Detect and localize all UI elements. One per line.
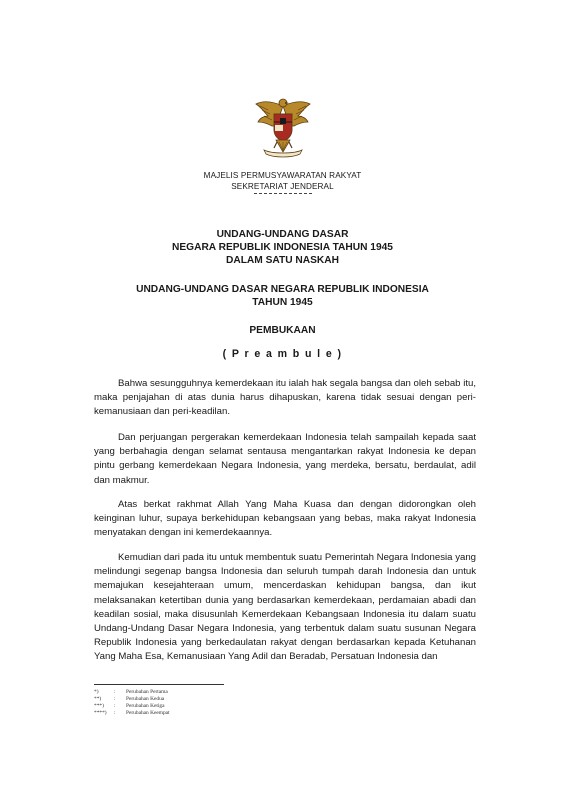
title-line-3: DALAM SATU NASKAH [226,255,339,266]
paragraph-4 [94,551,476,665]
footnote-mark: ***) [94,703,104,709]
title-line-1: UNDANG-UNDANG DASAR [216,229,349,240]
preamble-heading: ( P r e a m b u l e ) [222,348,343,360]
footnote-item [94,689,170,696]
paragraph-text: Atas berkat rakhmat Allah Yang Maha Kuasa dan dengan didorongkan oleh keinginan luhur, supaya berkehidupan kebangsaan yang bebas, maka rakyat Indonesia menyatakan dengan ini kemerdekaannya. [94,499,476,539]
footnote-item [94,696,170,703]
footnote-text: Perubahan Kedua [126,696,165,702]
footnote-mark: ****) [94,710,107,716]
footnote-item [94,710,170,717]
footnote-item [94,703,170,710]
secretariat-name: SEKRETARIAT JENDERAL [231,182,334,191]
subtitle-line-2: TAHUN 1945 [252,297,313,308]
garuda-emblem-icon [254,96,312,158]
paragraph-text: Dan perjuangan pergerakan kemerdekaan Indonesia telah sampailah kepada saat yang berbahagia dengan selamat sentausa mengantarkan rakyat Indonesia ke depan pintu gerbang kemerdekaan Negara Indonesia, yang merdeka, bersatu, berdaulat, adil dan makmur. [94,432,476,486]
footnote-separator: : [114,689,116,695]
footnote-text: Perubahan Ketiga [126,703,165,709]
footnote-separator: : [114,696,116,702]
paragraph-3 [94,498,476,541]
document-title [0,228,565,267]
paragraph-1 [94,377,476,420]
title-line-2: NEGARA REPUBLIK INDONESIA TAHUN 1945 [172,242,393,253]
footnote-divider [94,684,224,685]
paragraph-text: Kemudian dari pada itu untuk membentuk suatu Pemerintah Negara Indonesia yang melindungi segenap bangsa Indonesia dan seluruh tumpah darah Indonesia dan untuk memajukan kesejahteraan umum, mencerdaskan kehidupan bangsa, dan ikut melaksanakan ketertiban dunia yang berdasarkan kemerdekaan, perdamaian abadi dan keadilan sosial, maka disusunlah Kemerdekaan Kebangsaan Indonesia itu dalam suatu Undang-Undang Dasar Negara Indonesia, yang terbentuk dalam suatu susunan Negara Republik Indonesia yang berkedaulatan rakyat dengan berdasarkan kepada Ketuhanan Yang Maha Esa, Kemanusiaan Yang Adil dan Beradab, Persatuan Indonesia dan [94,552,476,663]
institution-name: MAJELIS PERMUSYAWARATAN RAKYAT [203,171,362,180]
institution-header [0,170,565,194]
footnote-separator: : [114,703,116,709]
footnote-text: Perubahan Pertama [126,689,168,695]
footnote-mark: **) [94,696,102,702]
paragraph-2 [94,431,476,488]
footnote-separator: : [114,710,116,716]
footnote-mark: *) [94,689,99,695]
header-divider [254,193,312,194]
subtitle-line-1: UNDANG-UNDANG DASAR NEGARA REPUBLIK INDONESIA [136,284,429,295]
paragraph-text: Bahwa sesungguhnya kemerdekaan itu ialah hak segala bangsa dan oleh sebab itu, maka penjajahan di atas dunia harus dihapuskan, karena tidak sesuai dengan peri-kemanusiaan dan peri-keadilan. [94,378,476,418]
footnote-text: Perubahan Keempat [126,710,170,716]
section-heading: PEMBUKAAN [249,325,316,336]
footnotes [94,689,170,717]
document-subtitle [0,283,565,309]
